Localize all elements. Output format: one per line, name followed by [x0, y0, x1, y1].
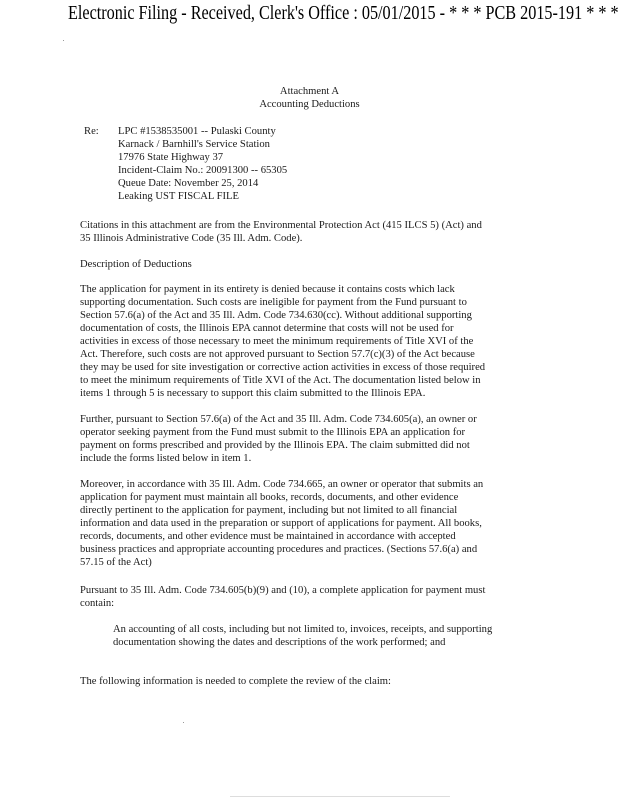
- text-line: Citations in this attachment are from the Environmental Protection Act (415 ILCS 5) (Act) and: [80, 220, 482, 231]
- text-line: activities in excess of those necessary to meet the minimum requirements of Title XVI of the: [80, 336, 474, 347]
- text-line: business practices and appropriate accounting procedures and practices. (Sections 57.6(a) and: [80, 544, 478, 555]
- re-label: Re:: [84, 126, 99, 137]
- text-line: documentation showing the dates and descriptions of the work performed; and: [113, 637, 446, 648]
- text-line: information and data used in the preparation or support of applications for payment. All books,: [80, 518, 482, 529]
- text-line: to meet the minimum requirements of Title XVI of the Act. The documentation listed below in: [80, 375, 481, 386]
- section-heading: Description of Deductions: [80, 259, 192, 270]
- text-line: include the forms listed below in item 1.: [80, 453, 252, 464]
- re-line: Queue Date: November 25, 2014: [118, 178, 259, 189]
- text-line: 35 Illinois Administrative Code (35 Ill. Adm. Code).: [80, 233, 303, 244]
- text-line: documentation of costs, the Illinois EPA cannot determine that costs will not be used for: [80, 323, 454, 334]
- text-line: 57.15 of the Act): [80, 557, 152, 568]
- text-line: Pursuant to 35 Ill. Adm. Code 734.605(b)(9) and (10), a complete application for payment must: [80, 585, 486, 596]
- re-line: Leaking UST FISCAL FILE: [118, 191, 239, 202]
- text-line: contain:: [80, 598, 115, 609]
- scan-edge-line: [230, 796, 450, 797]
- text-line: they may be used for site investigation or corrective action activities in excess of those required: [80, 362, 486, 373]
- text-line: supporting documentation. Such costs are ineligible for payment from the Fund pursuant to: [80, 297, 467, 308]
- attachment-subtitle: Accounting Deductions: [259, 99, 360, 110]
- attachment-title: Attachment A: [279, 86, 340, 97]
- text-line: items 1 through 5 is necessary to support this claim submitted to the Illinois EPA.: [80, 388, 426, 399]
- re-line: Incident-Claim No.: 20091300 -- 65305: [118, 165, 288, 176]
- text-line: Act. Therefore, such costs are not approved pursuant to Section 57.7(c)(3) of the Act because: [80, 349, 475, 360]
- re-line: LPC #1538535001 -- Pulaski County: [118, 126, 276, 137]
- text-line: operator seeking payment from the Fund must submit to the Illinois EPA an application for: [80, 427, 466, 438]
- text-line: The application for payment in its entirety is denied because it contains costs which lack: [80, 284, 455, 295]
- scan-speck: [183, 722, 184, 723]
- text-line: application for payment must maintain all books, records, documents, and other evidence: [80, 492, 459, 503]
- text-line: records, documents, and other evidence must be maintained in accordance with accepted: [80, 531, 456, 542]
- re-line: 17976 State Highway 37: [118, 152, 224, 163]
- scan-speck: [63, 40, 64, 41]
- text-line: Section 57.6(a) of the Act and 35 Ill. Adm. Code 734.630(cc). Without additional supporting: [80, 310, 472, 321]
- text-line: Further, pursuant to Section 57.6(a) of the Act and 35 Ill. Adm. Code 734.605(a), an owner or: [80, 414, 477, 425]
- text-line: An accounting of all costs, including but not limited to, invoices, receipts, and supporting: [113, 624, 493, 635]
- text-line: payment on forms prescribed and provided by the Illinois EPA. The claim submitted did not: [80, 440, 470, 451]
- e-filing-header-stamp: Electronic Filing - Received, Clerk's Office : 05/01/2015 - * * * PCB 2015-191 * * *: [68, 3, 619, 24]
- text-line: The following information is needed to complete the review of the claim:: [80, 676, 391, 687]
- re-line: Karnack / Barnhill's Service Station: [118, 139, 270, 150]
- text-line: Moreover, in accordance with 35 Ill. Adm. Code 734.665, an owner or operator that submits an: [80, 479, 484, 490]
- text-line: directly pertinent to the application for payment, including but not limited to all financial: [80, 505, 458, 516]
